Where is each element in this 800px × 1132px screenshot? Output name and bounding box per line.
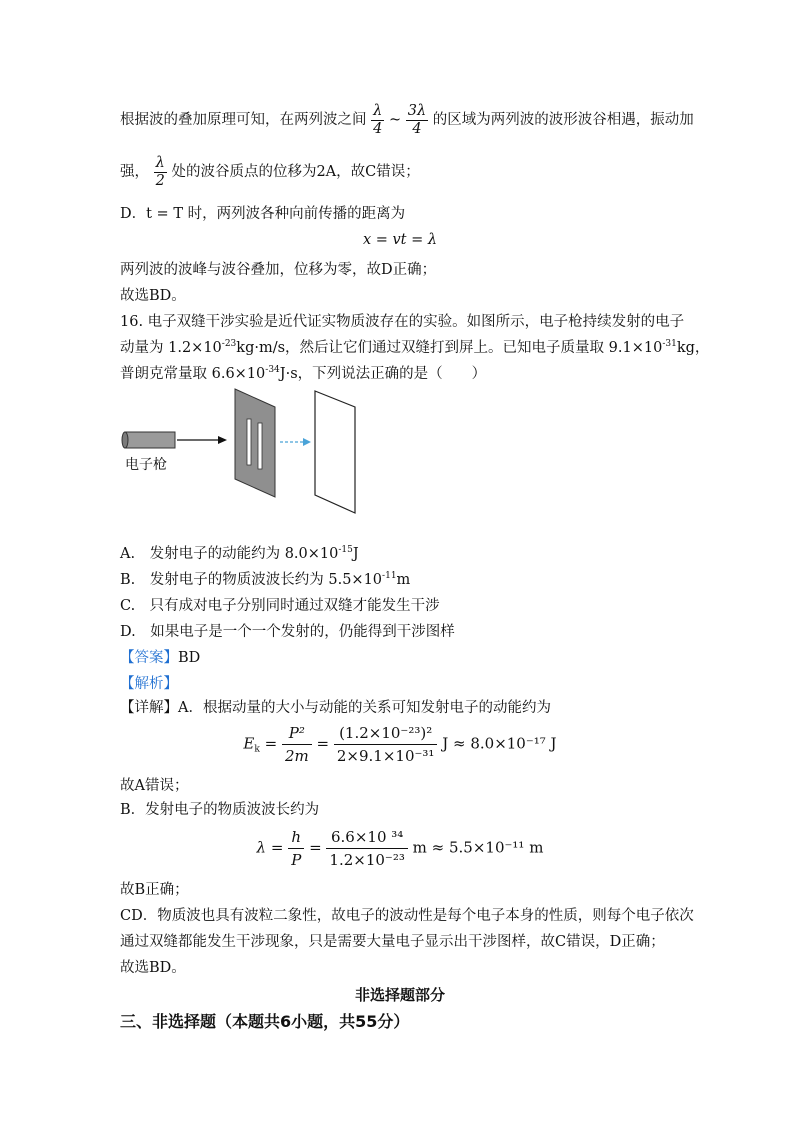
answer-line: 【答案】BD [120, 650, 201, 666]
gun-label: 电子枪 [125, 457, 167, 473]
text-line: D．t = T 时，两列波各种向前传播的距离为 [120, 206, 406, 222]
text-line: 故选BD。 [120, 288, 186, 304]
kinetic-energy-equation: $E_k$ = $\frac{\text{P²}}{2m}$ = $\frac{\text{(1.2×10⁻²³)²}}{\text{2×9.1×10⁻³¹}}$ J ≈ 8.0×10⁻¹⁷ J [243, 724, 557, 765]
dashed-arrow [280, 438, 311, 446]
fraction: $\frac{3\lambda}{4}$ [407, 102, 427, 137]
text-line: 两列波的波峰与波谷叠加，位移为零，故D正确； [120, 262, 437, 278]
equation: x = vt = λ [362, 232, 438, 248]
double-slit-figure [115, 385, 375, 515]
text-line: 故A错误； [120, 778, 189, 794]
text-line: CD．物质波也具有波粒二象性，故电子的波动性是每个电子本身的性质，则每个电子依次 [120, 908, 694, 924]
option-d: D. 如果电子是一个一个发射的，仍能得到干涉图样 [120, 624, 455, 640]
part-heading: 三、非选择题（本题共6小题，共55分） [120, 1012, 410, 1031]
analysis-tag: 【解析】 [120, 676, 178, 692]
text-line: 故选BD。 [120, 960, 186, 976]
fraction: $\frac{\lambda}{2}$ [155, 154, 165, 189]
wavelength-equation: λ = $\frac{h}{P}$ = $\frac{\text{6.6×10 ³⁴}}{\text{1.2×10⁻²³}}$ m ≈ 5.5×10⁻¹¹ m [256, 828, 544, 869]
fraction: $\frac{\lambda}{4}$ [373, 102, 383, 137]
question-stem: 16. 电子双缝干涉实验是近代证实物质波存在的实验。如图所示，电子枪持续发射的电子 [120, 314, 685, 330]
option-c: C. 只有成对电子分别同时通过双缝才能发生干涉 [120, 598, 440, 614]
text-line: B．发射电子的物质波波长约为 [120, 802, 320, 818]
text-line: 强， $\frac{\lambda}{2}$ 处的波谷质点的位移为2A，故C错误； [120, 154, 420, 189]
detail-line: 【详解】A．根据动量的大小与动能的关系可知发射电子的动能约为 [120, 700, 551, 716]
answer-tag: 【答案】 [120, 650, 178, 666]
option-a: A. 发射电子的动能约为 $8.0\times 10^{-15}J$ [120, 545, 359, 562]
screen [315, 391, 355, 513]
beam-arrow [177, 436, 227, 444]
question-stem: 普朗克常量取 $6.6\times 10^{-34}J\cdot s$，下列说法正确的是（ ） [120, 365, 487, 382]
option-b: B. 发射电子的物质波波长约为 $5.5\times 10^{-11}m$ [120, 571, 411, 588]
section-heading: 非选择题部分 [354, 986, 445, 1004]
question-stem: 动量为 $1.2\times 10^{-23}kg\cdot m/s$，然后让它们通过双缝打到屏上。已知电子质量取 $9.1\times 10^{-31}kg$， [120, 339, 710, 356]
text-line: 通过双缝都能发生干涉现象，只是需要大量电子显示出干涉图样，故C错误，D正确； [120, 934, 665, 950]
electron-gun [122, 432, 175, 448]
slit-plate [235, 389, 275, 497]
text-line: 故B正确； [120, 882, 189, 898]
text-line: 根据波的叠加原理可知，在两列波之间 $\frac{\lambda}{4}$ ~ $\frac{3\lambda}{4}$ 的区域为两列波的波形波谷相遇，振动加 [120, 102, 694, 137]
